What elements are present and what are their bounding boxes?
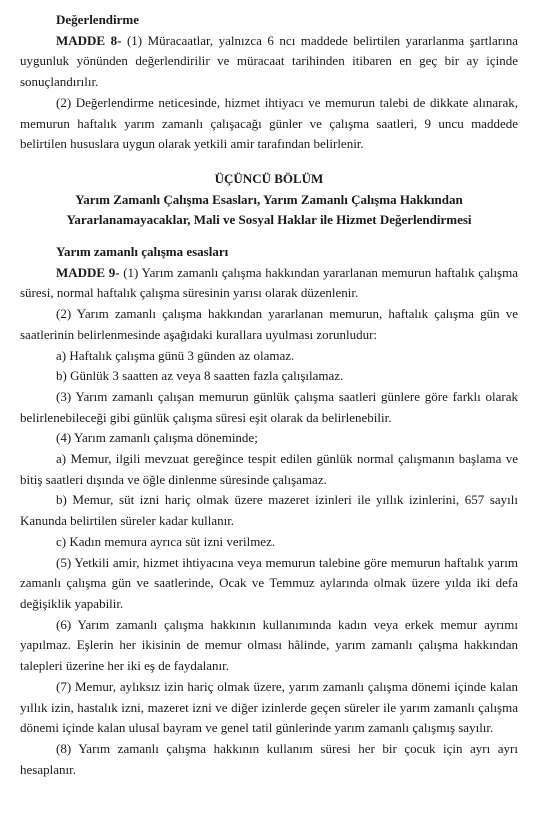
article-9-paragraph-3: (3) Yarım zamanlı çalışan memurun günlük çalışma saatleri günlere göre farklı olarak belirlenebileceği gibi günlük çalışma süresi eşit olarak da belirlenebilir. <box>20 388 518 425</box>
article-9-item-4a: a) Memur, ilgili mevzuat gereğince tespit edilen günlük normal çalışmanın başlama ve bitiş saatleri dışında ve öğle dinlenme süresinde çalışamaz. <box>20 451 518 487</box>
article-9-item-2a: a) Haftalık çalışma günü 3 günden az olamaz. <box>56 347 295 363</box>
article-9-item-2b: b) Günlük 3 saatten az veya 8 saatten fazla çalışılamaz. <box>56 368 344 384</box>
article-8-label: MADDE 8- <box>56 32 122 48</box>
article-9-paragraph-8: (8) Yarım zamanlı çalışma hakkının kullanım süresi her bir çocuk için ayrı ayrı hesaplanır. <box>20 740 518 777</box>
article-8-paragraph-2: (2) Değerlendirme neticesinde, hizmet ihtiyacı ve memurun talebi de dikkate alınarak, memurun haftalık yarım zamanlı çalışacağı günler ve çalışma saatleri, 9 uncu maddede belirtilen hususlara uygun olarak yetkili amir tarafından belirlenir. <box>20 94 518 152</box>
article-9-label: MADDE 9- <box>56 264 120 280</box>
section-subtitle-line-2: Yararlanamayacaklar, Mali ve Sosyal Haklar ile Hizmet Değerlendirmesi <box>66 212 472 228</box>
article-9-paragraph-1-text: (1) Yarım zamanlı çalışma hakkından yararlanan memurun haftalık çalışma süresi, normal haftalık çalışma süresinin yarısı olarak düzenlenir. <box>20 264 518 301</box>
article-8-paragraph-1-text: (1) Müracaatlar, yalnızca 6 ncı maddede belirtilen yararlanma şartlarına uygunluk yönünden değerlendirilir ve müracaat tarihinden itibaren en geç bir ay içinde sonuçlandırılır. <box>20 32 518 90</box>
section-title: ÜÇÜNCÜ BÖLÜM <box>214 170 324 186</box>
article-9-item-4b: b) Memur, süt izni hariç olmak üzere mazeret izinleri ile yıllık izinlerini, 657 sayılı Kanunda belirtilen süreler kadar kullanır. <box>20 492 518 529</box>
article-8-paragraph-1 <box>20 31 518 93</box>
article-9-heading: Yarım zamanlı çalışma esasları <box>56 244 229 260</box>
article-9-paragraph-7: (7) Memur, aylıksız izin hariç olmak üzere, yarım zamanlı çalışma dönemi içinde kalan yıllık izin, hastalık izni, mazeret izni ve diğer izinlerde geçen süreler ile yarım zamanlı çalışma dönemi içinde kalan ulusal bayram ve genel tatil günlerinde yarım zamanlı çalışmış sayılır. <box>20 678 518 736</box>
article-9-paragraph-1 <box>20 263 518 304</box>
article-9-item-4c: c) Kadın memura ayrıca süt izni verilmez. <box>56 533 276 549</box>
article-9-paragraph-5: (5) Yetkili amir, hizmet ihtiyacına veya memurun talebine göre memurun haftalık yarım zamanlı çalışma gün ve saatlerinde, Ocak ve Temmuz aylarında olmak üzere yılda iki defa değişiklik yapabilir. <box>20 554 518 611</box>
section-subtitle-line-1: Yarım Zamanlı Çalışma Esasları, Yarım Zamanlı Çalışma Hakkından <box>75 191 463 207</box>
article-9-paragraph-4: (4) Yarım zamanlı çalışma döneminde; <box>56 430 258 446</box>
spacer <box>20 231 518 242</box>
document-page <box>20 10 518 780</box>
article-8-heading: Değerlendirme <box>56 12 140 27</box>
article-9-paragraph-6: (6) Yarım zamanlı çalışma hakkının kullanımında kadın veya erkek memur ayrımı yapılmaz. Eşlerin her ikisinin de memur olması hâlinde, yarım zamanlı çalışma hakkından talepleri üzerine her iki eş de faydalanır. <box>20 616 518 674</box>
article-9-paragraph-2: (2) Yarım zamanlı çalışma hakkından yararlanan memurun, haftalık çalışma gün ve saatlerinin belirlenmesinde aşağıdaki kurallara uyulması zorunludur: <box>20 306 518 342</box>
spacer <box>20 155 518 169</box>
